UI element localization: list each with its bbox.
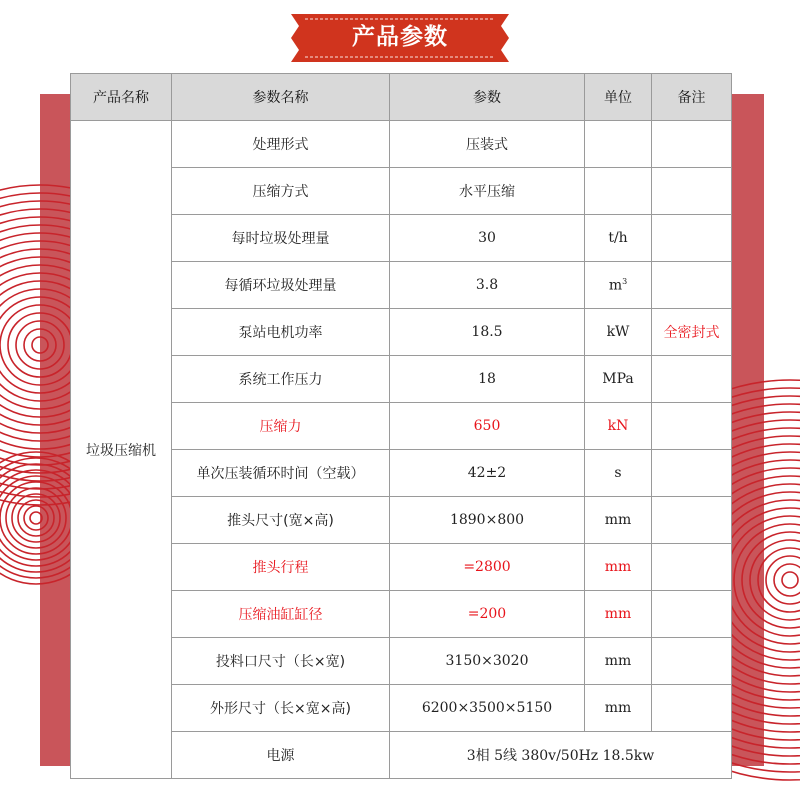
parameter-name-cell: 推头尺寸(宽×高) <box>172 497 390 544</box>
parameter-value-cell: 1890×800 <box>390 497 585 544</box>
parameter-name-cell: 单次压装循环时间（空载） <box>172 450 390 497</box>
remark-cell <box>652 497 732 544</box>
header-parameter-value: 参数 <box>390 74 585 121</box>
table-row <box>71 121 732 168</box>
remark-cell <box>652 356 732 403</box>
parameter-value-cell: 18.5 <box>390 309 585 356</box>
parameter-name-cell: 压缩油缸缸径 <box>172 591 390 638</box>
unit-cell: MPa <box>585 356 652 403</box>
product-name-cell: 垃圾压缩机 <box>71 121 172 779</box>
parameter-name-cell: 系统工作压力 <box>172 356 390 403</box>
parameter-name-cell: 压缩力 <box>172 403 390 450</box>
unit-cell <box>585 121 652 168</box>
unit-cell: mm <box>585 591 652 638</box>
parameter-value-cell: =200 <box>390 591 585 638</box>
table-header-row <box>71 74 732 121</box>
unit-cell <box>585 168 652 215</box>
parameter-name-cell: 电源 <box>172 732 390 779</box>
header-remark: 备注 <box>652 74 732 121</box>
parameter-value-cell: 3.8 <box>390 262 585 309</box>
unit-cell: mm <box>585 685 652 732</box>
header-unit: 单位 <box>585 74 652 121</box>
remark-cell <box>652 450 732 497</box>
remark-cell <box>652 121 732 168</box>
remark-cell <box>652 544 732 591</box>
unit-cell: mm <box>585 544 652 591</box>
unit-cell: mm <box>585 638 652 685</box>
parameter-name-cell: 每时垃圾处理量 <box>172 215 390 262</box>
parameter-value-cell: 3相 5线 380v/50Hz 18.5kw <box>390 732 732 779</box>
header-product-name: 产品名称 <box>71 74 172 121</box>
remark-cell <box>652 591 732 638</box>
parameter-value-cell: 压装式 <box>390 121 585 168</box>
parameter-table <box>70 73 732 779</box>
parameter-name-cell: 压缩方式 <box>172 168 390 215</box>
parameter-name-cell: 推头行程 <box>172 544 390 591</box>
parameter-value-cell: 水平压缩 <box>390 168 585 215</box>
parameter-value-cell: 6200×3500×5150 <box>390 685 585 732</box>
remark-cell <box>652 638 732 685</box>
unit-cell <box>585 262 652 309</box>
parameter-name-cell: 投料口尺寸（长×宽) <box>172 638 390 685</box>
unit-cell: mm <box>585 497 652 544</box>
remark-cell: 全密封式 <box>652 309 732 356</box>
header-parameter-name: 参数名称 <box>172 74 390 121</box>
parameter-value-cell: 30 <box>390 215 585 262</box>
parameter-name-cell: 处理形式 <box>172 121 390 168</box>
parameter-name-cell: 泵站电机功率 <box>172 309 390 356</box>
parameter-value-cell: 3150×3020 <box>390 638 585 685</box>
remark-cell <box>652 403 732 450</box>
unit-base: m <box>608 277 623 294</box>
parameter-name-cell: 每循环垃圾处理量 <box>172 262 390 309</box>
remark-cell <box>652 168 732 215</box>
parameter-value-cell: 18 <box>390 356 585 403</box>
parameter-name-cell: 外形尺寸（长×宽×高) <box>172 685 390 732</box>
unit-cell: kW <box>585 309 652 356</box>
parameter-table-body <box>71 74 732 779</box>
parameter-value-cell: =2800 <box>390 544 585 591</box>
unit-cell: kN <box>585 403 652 450</box>
remark-cell <box>652 215 732 262</box>
unit-cell: t/h <box>585 215 652 262</box>
unit-superscript: 3 <box>622 276 628 286</box>
unit-cell: s <box>585 450 652 497</box>
page-title: 产品参数 <box>352 24 448 50</box>
remark-cell <box>652 685 732 732</box>
parameter-value-cell: 42±2 <box>390 450 585 497</box>
remark-cell <box>652 262 732 309</box>
parameter-value-cell: 650 <box>390 403 585 450</box>
